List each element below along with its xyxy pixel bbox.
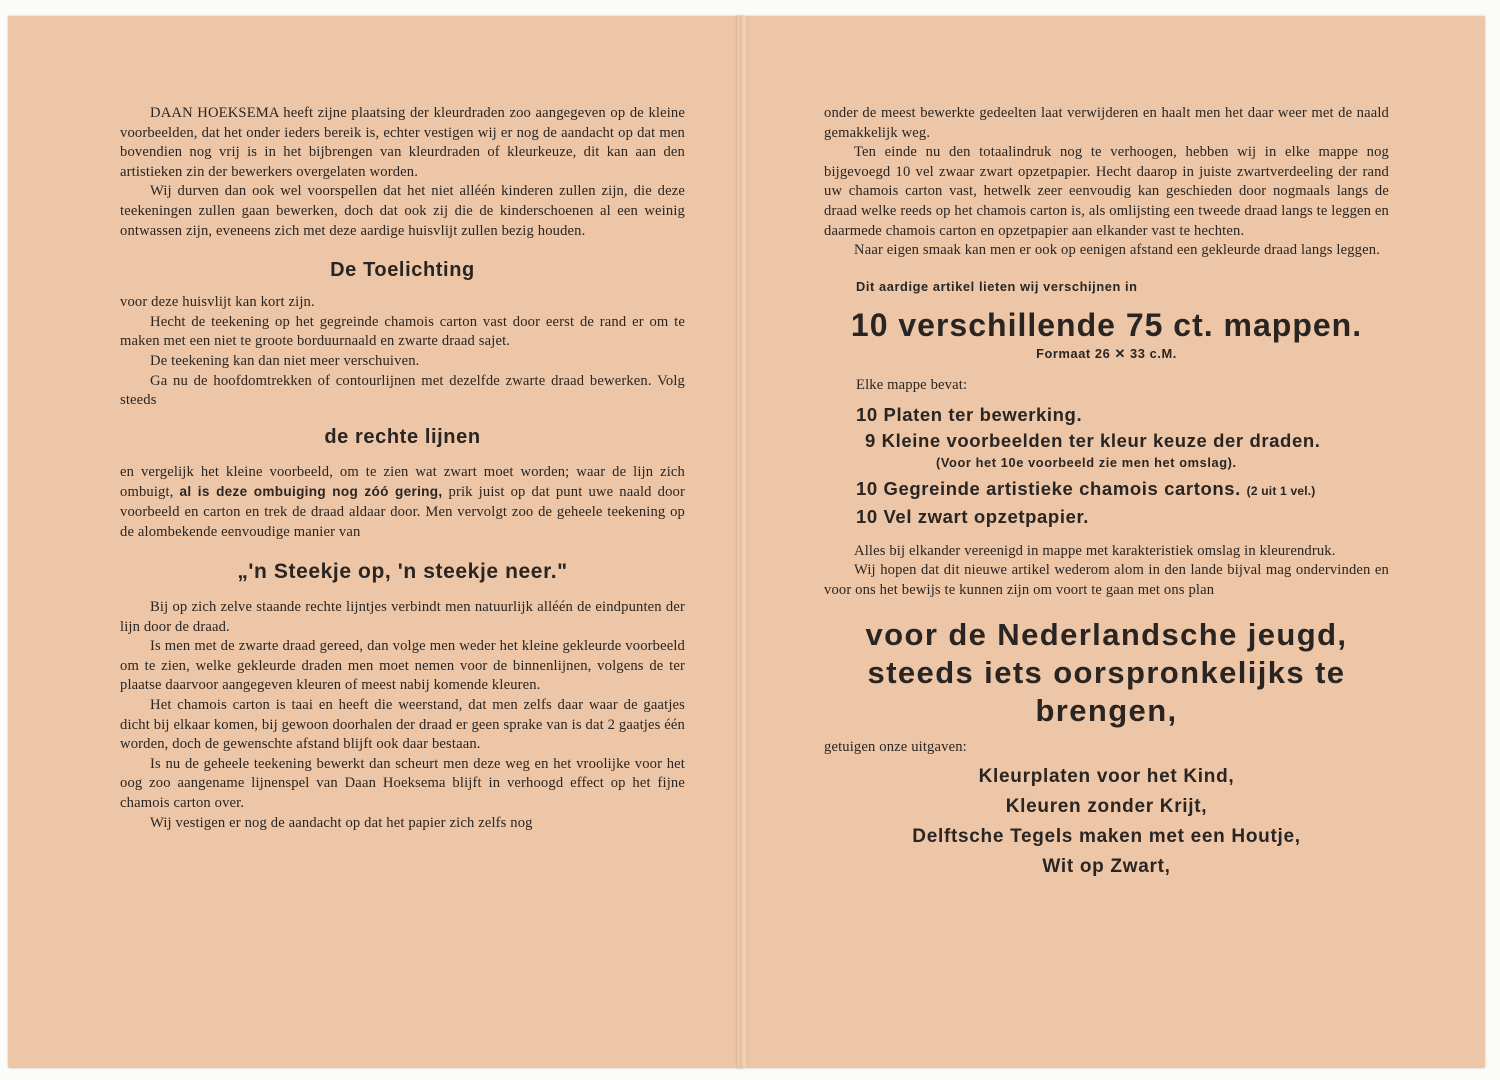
heading-toelichting: De Toelichting <box>330 259 475 282</box>
intro-paragraph: Wij durven dan ook wel voorspellen dat het niet alléén kinderen zullen zijn, die deze teekeningen zullen gaan bewerken, doch dat ook zij die de kinderschoenen al een weinig ontwassen zijn, eveneens zich met deze aardige huisvlijt zullen bezig houden. <box>120 183 685 239</box>
body-paragraph: Ten einde nu den totaalindruk nog te verhoogen, hebben wij in elke mappe nog bijgevoegd 10 vel zwaar zwart opzetpapier. Hecht daarop in juiste zwartverdeeling der rand uw chamois carton vast, hetwelk zeer eenvoudig kan geschieden door nogmaals langs de draad welke reeds op het chamois carton is, als omlijsting een tweede draad langs te leggen en daarmede chamois carton en opzetpapier aan elkander vast te hechten. <box>824 144 1389 239</box>
publication-item: Kleuren zonder Krijt, <box>1005 795 1208 817</box>
body-paragraph: Bij op zich zelve staande rechte lijntjes verbindt men natuurlijk alléén de eindpunten der lijn door de draad. <box>120 599 685 635</box>
publication-item: Kleurplaten voor het Kind, <box>978 765 1235 787</box>
intro-paragraph: DAAN HOEKSEMA heeft zijne plaatsing der kleurdraden zoo aangegeven op de kleine voorbeelden, dat het onder ieders bereik is, echter vestigen wij er nog de aandacht op dat men bovendien nog vrij is in het bijbrengen van kleurdraden of kleurkeuze, dit kan aan den artistieken zin der bewerkers overgelaten worden. <box>120 105 685 180</box>
emphasis-text: al is deze ombuiging nog zóó gering, <box>179 484 443 500</box>
list-item-note: (Voor het 10e voorbeeld zie men het omslag). <box>936 454 1237 470</box>
list-item: 10 Vel zwart opzetpapier. <box>856 505 1089 527</box>
body-paragraph: en vergelijk het kleine voorbeeld, om te zien wat zwart moet worden; waar de lijn zich ombuigt, al is deze ombuiging nog zóó gering, prik juist op dat punt uwe naald door voorbeeld en carton en trek de draad aldaar door. Men vervolgt zoo de geheele teekening op de alombekende eenvoudige manier van <box>120 463 685 540</box>
body-paragraph: Alles bij elkander vereenigd in mappe met karakteristiek omslag in kleurendruk. <box>854 542 1336 559</box>
headline-mappen: 10 verschillende 75 ct. mappen. <box>850 307 1363 344</box>
list-item: 10 Gegreinde artistieke chamois cartons. (2 uit 1 vel.) <box>856 477 1316 499</box>
format-text: Formaat 26 ✕ 33 c.M. <box>1036 346 1177 362</box>
body-paragraph: Naar eigen smaak kan men er ook op eenigen afstand een gekleurde draad langs leggen. <box>854 242 1381 259</box>
list-item: 10 Platen ter bewerking. <box>856 403 1083 425</box>
body-paragraph: Hecht de teekening op het gegreinde chamois carton vast door eerst de rand er om te maken met een niet te groote borduurnaald en zwarte draad sajet. <box>120 313 685 350</box>
body-paragraph: Is men met de zwarte draad gereed, dan volge men weder het kleine gekleurde voorbeeld om te zien, welke gekleurde draden men moet nemen voor de binnenlijnen, volgens de ter plaatse daarvoor aangegeven kleuren of meest nabij komende kleuren. <box>120 638 685 694</box>
list-item-note: (2 uit 1 vel.) <box>1246 483 1316 498</box>
right-column <box>824 104 1389 882</box>
publications-list <box>824 762 1389 882</box>
body-paragraph: Ga nu de hoofdomtrekken of contourlijnen met dezelfde zwarte draad bewerken. Volg steeds <box>120 372 685 409</box>
body-paragraph: onder de meest bewerkte gedeelten laat verwijderen en haalt men het daar weer met de naald gemakkelijk weg. <box>824 105 1389 141</box>
body-paragraph: Wij hopen dat dit nieuwe artikel wederom alom in den lande bijval mag ondervinden en voor ons het bewijs te kunnen zijn om voort te gaan met ons plan <box>824 562 1389 598</box>
page-fold <box>740 16 748 1068</box>
body-paragraph: voor deze huisvlijt kan kort zijn. <box>120 294 315 311</box>
slogan-text: voor de Nederlandsche jeugd, steeds iets oorspronkelijks te brengen, <box>865 617 1348 729</box>
contents-label: Elke mappe bevat: <box>856 376 968 393</box>
announcement-text: Dit aardige artikel lieten wij verschijnen in <box>856 278 1138 294</box>
body-paragraph: Het chamois carton is taai en heeft die weerstand, dat men zelfs daar waar de gaatjes dicht bij elkaar komen, bij gewoon doorhalen der draad er geen sprake van is dat 2 gaatjes één worden, doch de gewenschte afstand blijft ook daar bestaan. <box>120 697 685 753</box>
body-paragraph: Wij vestigen er nog de aandacht op dat het papier zich zelfs nog <box>150 814 533 831</box>
left-column <box>120 104 685 833</box>
body-paragraph: Is nu de geheele teekening bewerkt dan scheurt men deze weg en het vroolijke voor het oog zoo aangename lijnenspel van Daan Hoeksema blijft in verhoogd effect op het fijne chamois carton over. <box>120 755 685 812</box>
list-item: 9 Kleine voorbeelden ter kleur keuze der draden. <box>865 429 1321 451</box>
body-paragraph: De teekening kan dan niet meer verschuiven. <box>150 352 420 369</box>
publication-item: Delftsche Tegels maken met een Houtje, <box>912 825 1301 847</box>
heading-rechte-lijnen: de rechte lijnen <box>324 425 481 448</box>
contents-list <box>824 402 1389 530</box>
heading-steekje: „'n Steekje op, 'n steekje neer." <box>237 560 568 584</box>
publications-label: getuigen onze uitgaven: <box>824 739 967 756</box>
publication-item: Wit op Zwart, <box>1042 855 1171 877</box>
